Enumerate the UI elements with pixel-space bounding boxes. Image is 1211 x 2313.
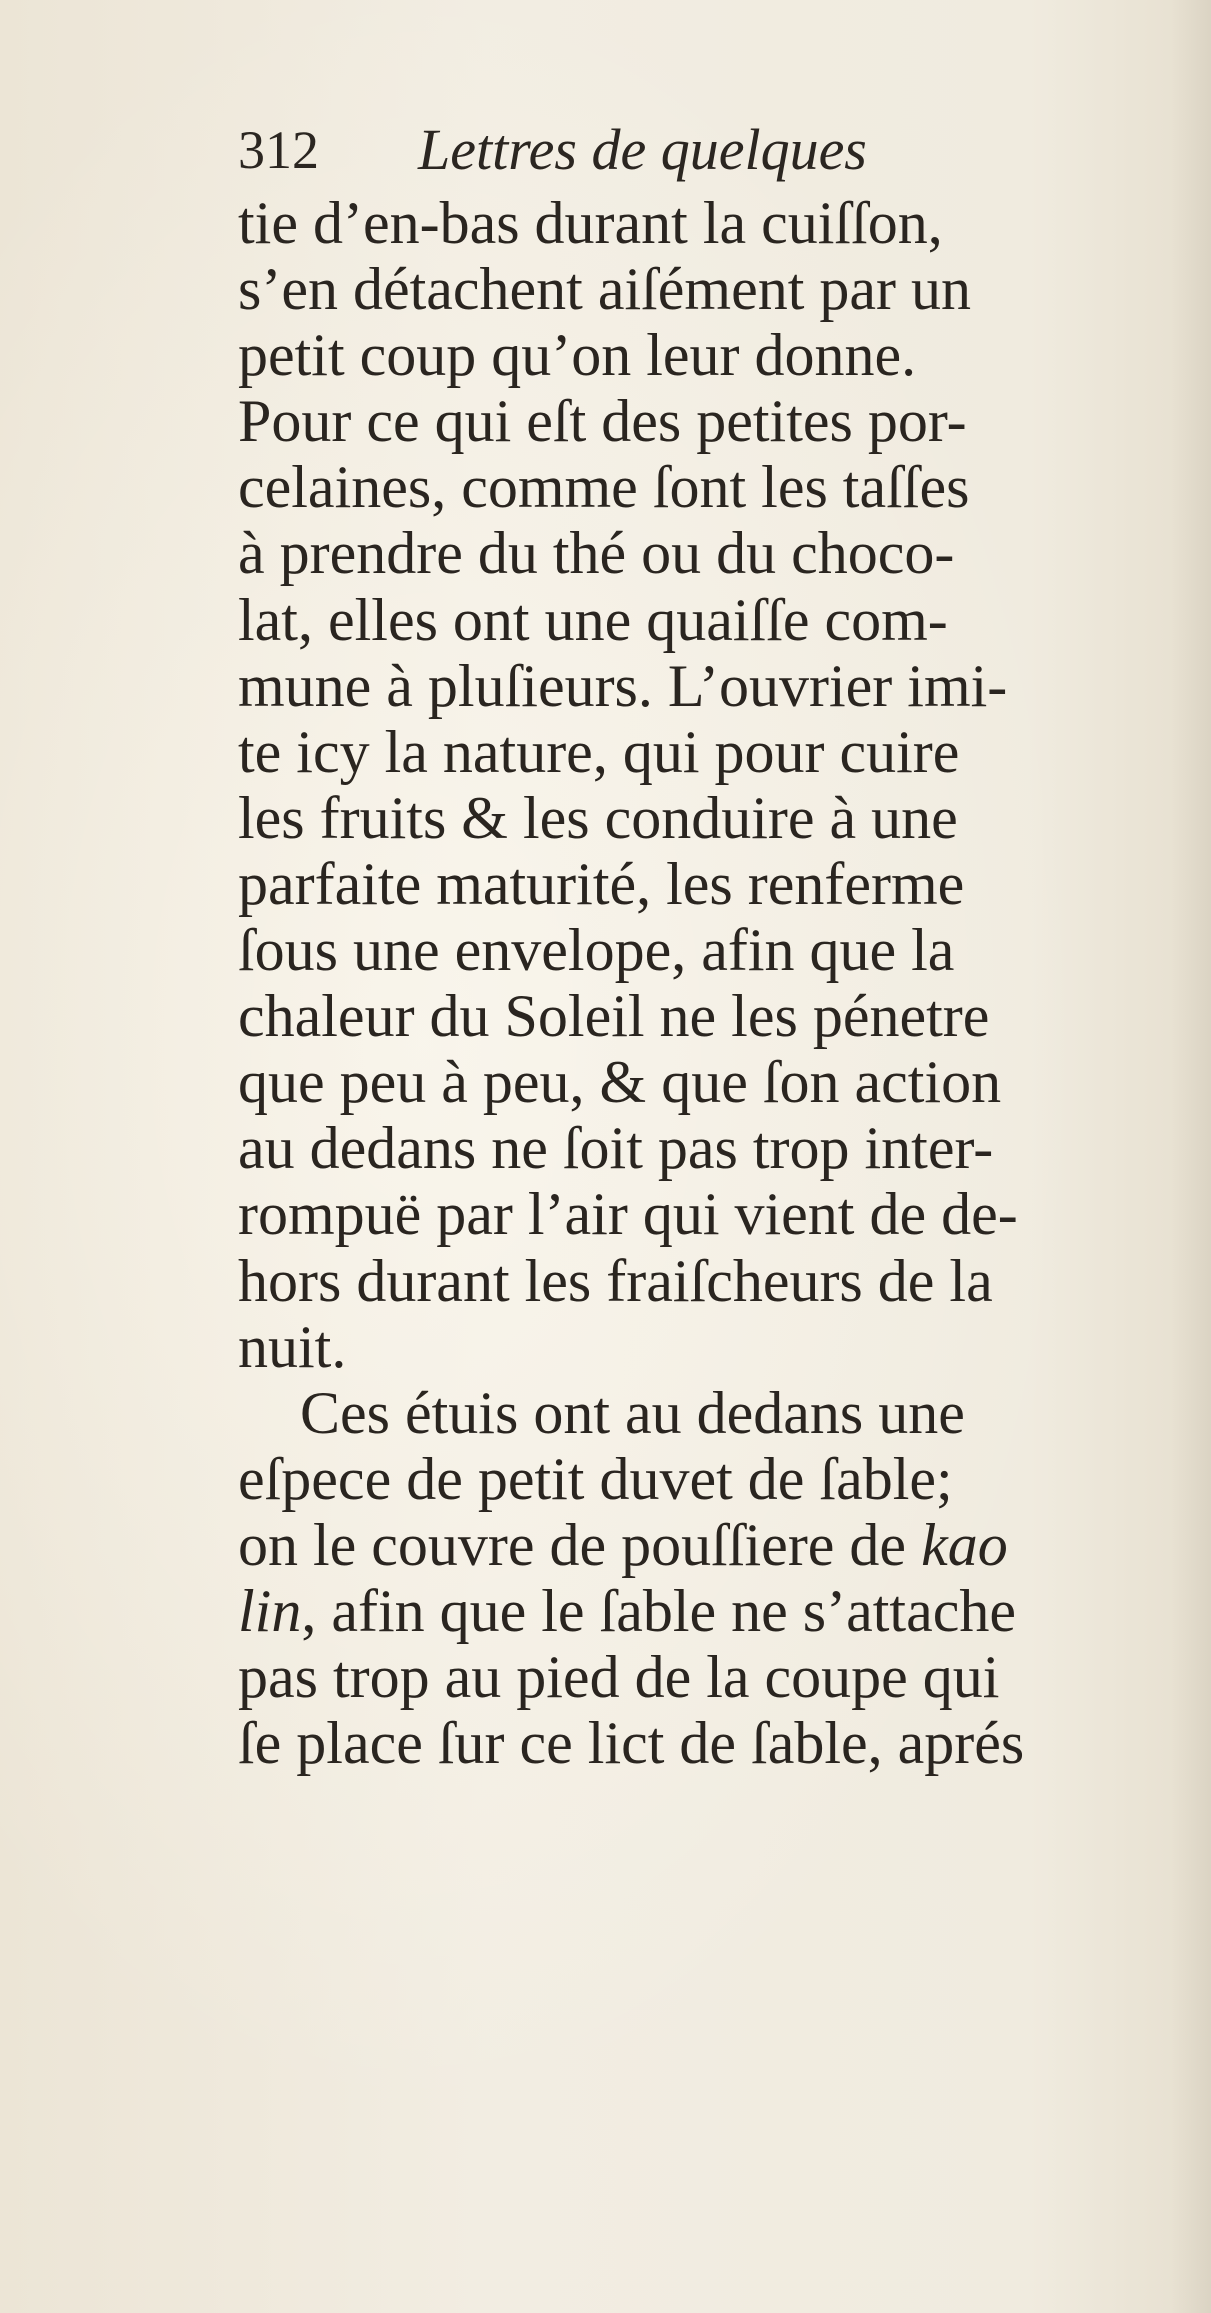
text-line-with-italic bbox=[238, 1578, 1178, 1644]
text-segment: , afin que le ſable ne s’attache bbox=[301, 1577, 1016, 1644]
text-line: s’en détachent aiſément par un bbox=[238, 256, 972, 323]
text-line: que peu à peu, & que ſon action bbox=[238, 1049, 1002, 1116]
running-title: Lettres de quelques bbox=[418, 117, 867, 182]
text-line: nuit. bbox=[238, 1313, 347, 1380]
text-line: parfaite maturité, les renferme bbox=[238, 850, 965, 917]
text-line: pas trop au pied de la coupe qui bbox=[238, 1644, 1000, 1711]
body-text bbox=[238, 190, 1178, 1776]
text-line: ſe place ſur ce lict de ſable, aprés bbox=[238, 1710, 1025, 1777]
text-line: celaines, comme ſont les taſſes bbox=[238, 454, 970, 521]
italic-word: kao bbox=[921, 1511, 1008, 1578]
text-line: chaleur du Soleil ne les pénetre bbox=[238, 983, 990, 1050]
page-number: 312 bbox=[238, 120, 319, 180]
text-line: tie d’en-bas durant la cuiſſon, bbox=[238, 190, 943, 256]
text-line: à prendre du thé ou du choco- bbox=[238, 520, 955, 587]
text-line: te icy la nature, qui pour cuire bbox=[238, 718, 960, 785]
text-line: ſous une envelope, afin que la bbox=[238, 917, 955, 984]
page-header bbox=[238, 110, 978, 190]
italic-word: lin bbox=[238, 1577, 302, 1644]
text-line: lat, elles ont une quaiſſe com- bbox=[238, 586, 948, 653]
text-line: au dedans ne ſoit pas trop inter- bbox=[238, 1115, 994, 1182]
text-line: les fruits & les conduire à une bbox=[238, 784, 958, 851]
text-line: mune à pluſieurs. L’ouvrier imi- bbox=[238, 652, 1008, 719]
text-line: petit coup qu’on leur donne. bbox=[238, 322, 917, 389]
text-line: Pour ce qui eſt des petites por- bbox=[238, 388, 967, 455]
text-line-with-italic bbox=[238, 1512, 1178, 1578]
text-segment: on le couvre de pouſſiere de bbox=[238, 1511, 922, 1578]
text-line: hors durant les fraiſcheurs de la bbox=[238, 1247, 993, 1314]
text-line: eſpece de petit duvet de ſable; bbox=[238, 1445, 953, 1512]
text-line: rompuë par l’air qui vient de de- bbox=[238, 1181, 1018, 1248]
paragraph-first-line: Ces étuis ont au dedans une bbox=[300, 1379, 965, 1446]
